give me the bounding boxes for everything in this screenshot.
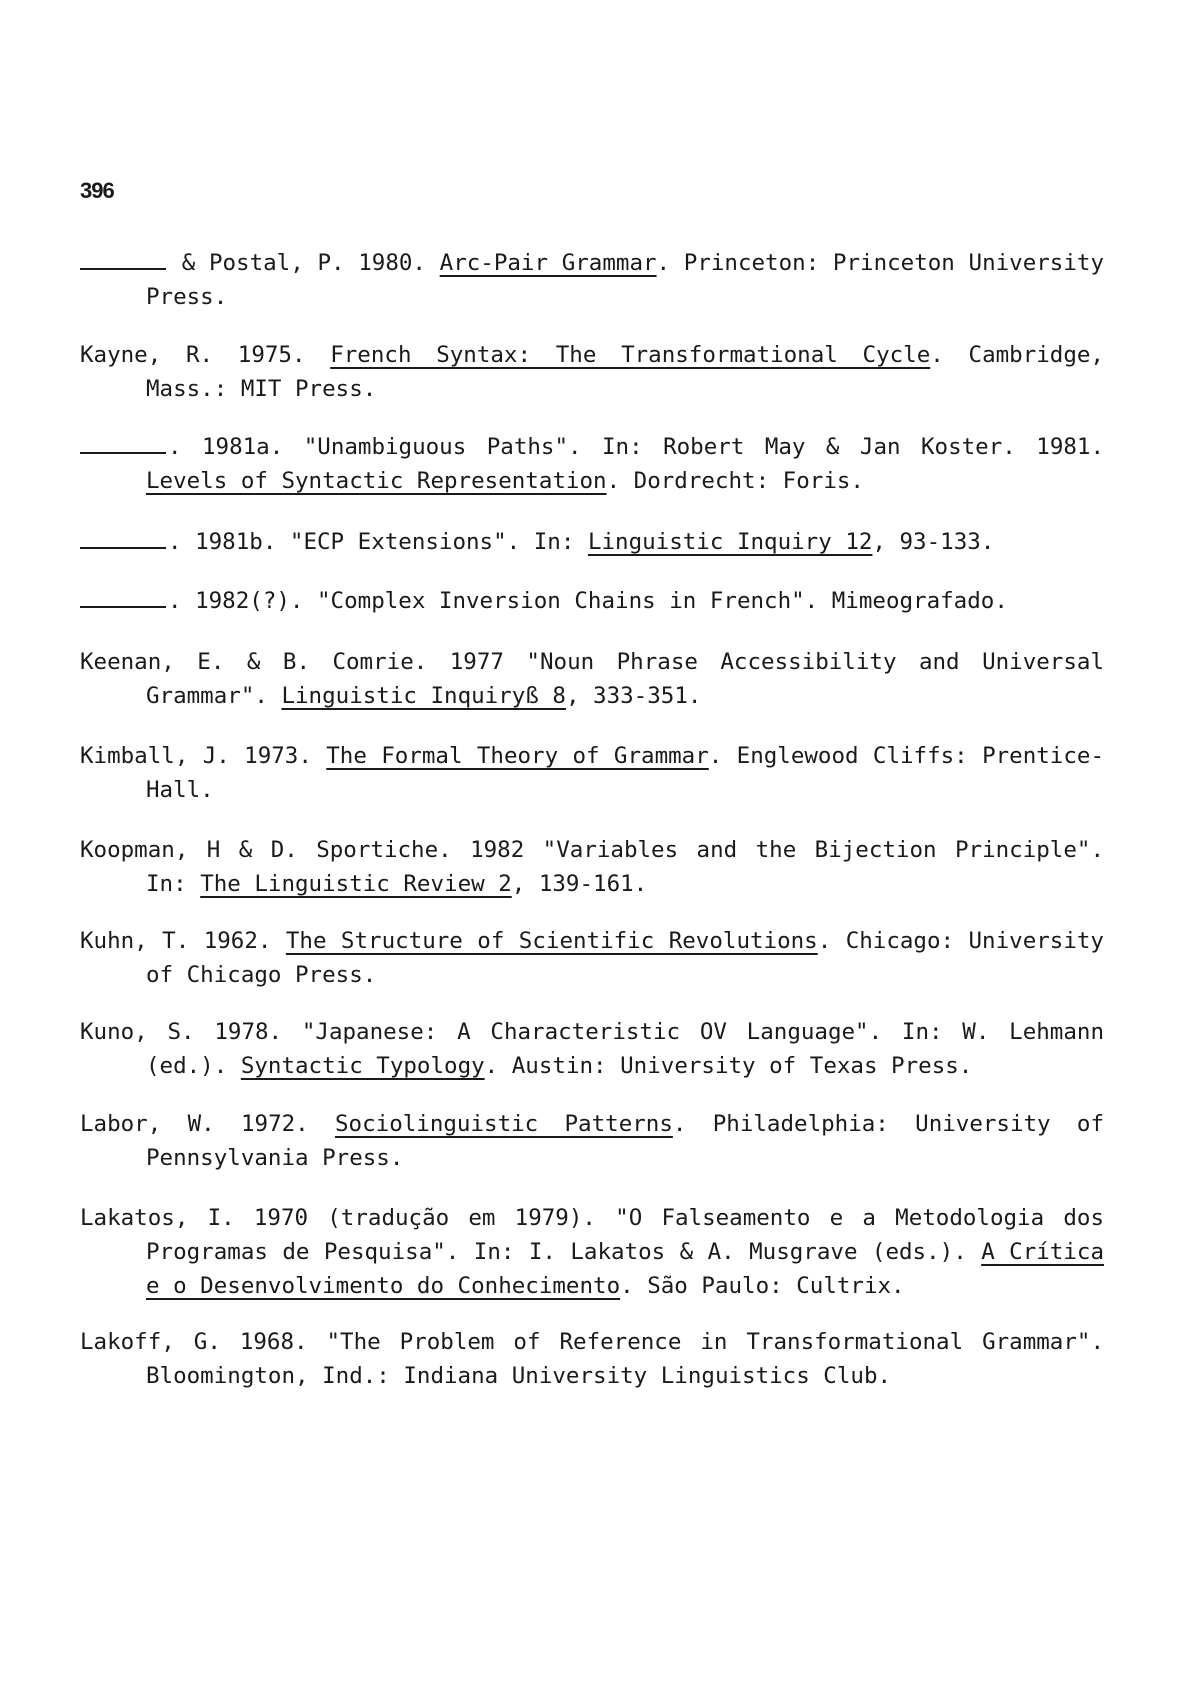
reference-title: Sociolinguistic Patterns — [335, 1111, 673, 1137]
reference-title: French Syntax: The Transformational Cycle — [330, 342, 931, 368]
reference-entry-keenan: Keenan, E. & B. Comrie. 1977 "Noun Phrase Accessibility and Universal Grammar". Linguistic Inquiryß 8, 333-351. — [80, 649, 1104, 709]
repeated-author-dash — [80, 252, 166, 270]
repeated-author-dash — [80, 436, 166, 454]
repeated-author-dash — [80, 531, 166, 549]
reference-entry-kuhn: Kuhn, T. 1962. The Structure of Scientific Revolutions. Chicago: University of Chicago Press. — [80, 928, 1104, 988]
reference-entry-lakatos: Lakatos, I. 1970 (tradução em 1979). "O Falseamento e a Metodologia dos Programas de Pesquisa". In: I. Lakatos & A. Musgrave (eds.). A Crítica e o Desenvolvimento do Conhecimento. São Paulo: Cultrix. — [80, 1205, 1104, 1299]
reference-title: Levels of Syntactic Representation — [146, 468, 607, 494]
reference-entry-kayne-1982: . 1982(?). "Complex Inversion Chains in French". Mimeografado. — [80, 584, 1104, 618]
reference-title: The Formal Theory of Grammar — [326, 743, 709, 769]
reference-entry-labor: Labor, W. 1972. Sociolinguistic Patterns. Philadelphia: University of Pennsylvania Press. — [80, 1111, 1104, 1171]
reference-title: The Linguistic Review 2 — [200, 871, 512, 897]
reference-entry-kayne-1975: Kayne, R. 1975. French Syntax: The Transformational Cycle. Cambridge, Mass.: MIT Press. — [80, 342, 1104, 402]
reference-entry-lakoff: Lakoff, G. 1968. "The Problem of Reference in Transformational Grammar". Bloomington, Ind.: Indiana University Linguistics Club. — [80, 1329, 1104, 1389]
page-number: 396 — [80, 178, 114, 203]
reference-title: Syntactic Typology — [240, 1053, 485, 1079]
reference-entry-postal: & Postal, P. 1980. Arc-Pair Grammar. Princeton: Princeton University Press. — [80, 246, 1104, 314]
reference-entry-koopman: Koopman, H & D. Sportiche. 1982 "Variables and the Bijection Principle". In: The Linguistic Review 2, 139-161. — [80, 837, 1104, 897]
reference-title: A Crítica e o Desenvolvimento do Conhecimento — [146, 1239, 1104, 1299]
reference-entry-kayne-1981a: . 1981a. "Unambiguous Paths". In: Robert May & Jan Koster. 1981. Levels of Syntactic Representation. Dordrecht: Foris. — [80, 430, 1104, 498]
reference-title: Linguistic Inquiry 12 — [587, 529, 873, 555]
reference-entry-kayne-1981b: . 1981b. "ECP Extensions". In: Linguistic Inquiry 12, 93-133. — [80, 525, 1104, 559]
reference-entry-kuno: Kuno, S. 1978. "Japanese: A Characteristic OV Language". In: W. Lehmann (ed.). Syntactic Typology. Austin: University of Texas Press. — [80, 1019, 1104, 1079]
reference-title: Arc-Pair Grammar — [439, 250, 657, 276]
reference-title: The Structure of Scientific Revolutions — [285, 928, 818, 954]
reference-entry-kimball: Kimball, J. 1973. The Formal Theory of Grammar. Englewood Cliffs: Prentice-Hall. — [80, 743, 1104, 803]
reference-title: Linguistic Inquiryß 8 — [281, 683, 566, 709]
repeated-author-dash — [80, 590, 166, 608]
